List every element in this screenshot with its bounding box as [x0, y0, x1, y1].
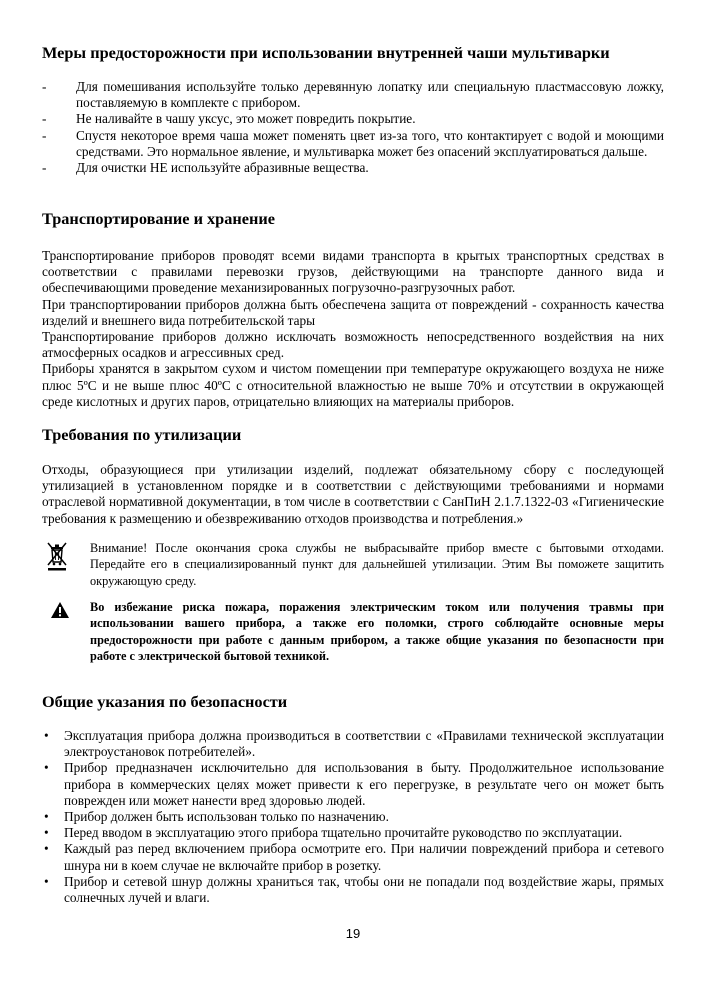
section-title-care: Меры предосторожности при использовании внутренней чаши мультиварки: [42, 43, 610, 62]
warning-triangle-icon: [50, 601, 70, 624]
bullet-marker: •: [44, 809, 49, 825]
list-item: - Не наливайте в чашу уксус, это может повредить покрытие.: [42, 111, 416, 127]
list-item: • Перед вводом в эксплуатацию этого прибора тщательно прочитайте руководство по эксплуатации.: [44, 825, 623, 841]
dash-marker: -: [42, 127, 47, 143]
disposal-text: [42, 462, 664, 527]
bullet-marker: •: [44, 873, 49, 889]
section-title-disposal: Требования по утилизации: [42, 425, 242, 444]
list-item: • Эксплуатация прибора должна производиться в соответствии с «Правилами технической эксплуатации электроустановок потребителей».: [44, 728, 664, 760]
paragraph: Приборы хранятся в закрытом сухом и чистом помещении при температуре окружающего воздуха не ниже плюс 5ºС и не выше плюс 40ºС с относительной влажностью не выше 70% и отсутствии в окружающей среде кислотных и других паров, отрицательно влияющих на материалы приборов.: [42, 361, 664, 409]
paragraph: Транспортирование приборов должно исключать возможность непосредственного воздействия на них атмосферных осадков и агрессивных сред.: [42, 329, 664, 361]
crossed-out-bin-icon: [42, 540, 72, 577]
dash-marker: -: [42, 79, 47, 94]
page-number: 19: [345, 926, 361, 941]
recycle-notice-text: Внимание! После окончания срока службы не выбрасывайте прибор вместе с бытовыми отходами. Передайте его в специализированный пункт для дальнейшей утилизации. Этим Вы поможете защитить окружающую среду.: [90, 541, 664, 588]
care-list: [42, 79, 664, 176]
paragraph: Транспортирование приборов проводят всеми видами транспорта в крытых транспортных средствах в соответствии с правилами перевозки грузов, действующими на транспорте данного вида и обеспечивающими проведение механизированных погрузочно-разгрузочных работ.: [42, 248, 664, 296]
list-item: - Для очистки НЕ используйте абразивные вещества.: [42, 160, 369, 176]
list-item: • Прибор предназначен исключительно для использования в быту. Продолжительное использование прибора в коммерческих целях может привести к его перегрузке, в результате чего он может быть поврежден или может нанести вред здоровью людей.: [44, 760, 664, 808]
bullet-marker: •: [44, 760, 49, 776]
list-item: - Спустя некоторое время чаша может поменять цвет из-за того, что контактирует с водой и моющими средствами. Это нормальное явление, и мультиварка может без опасений эксплуатироваться дальше.: [42, 127, 664, 159]
bullet-marker: •: [44, 825, 49, 841]
section-title-transport: Транспортирование и хранение: [42, 209, 275, 228]
paragraph: Отходы, образующиеся при утилизации изделий, подлежат обязательному сбору с последующей утилизацией в установленном порядке и в соответствии с действующими требованиями и нормами отраслевой нормативной документации, в том числе в соответствии с СанПиН 2.1.7.1322-03 «Гигиенические требования к размещению и обезвреживанию отходов производства и потребления.»: [42, 462, 664, 526]
dash-marker: -: [42, 111, 47, 127]
dash-marker: -: [42, 160, 47, 176]
section-title-safety: Общие указания по безопасности: [42, 692, 288, 711]
list-item: • Прибор и сетевой шнур должны храниться так, чтобы они не попадали под воздействие жары, прямых солнечных лучей и влаги.: [44, 873, 664, 906]
list-item: - Для помешивания используйте только деревянную лопатку или специальную пластмассовую ложку, поставляемую в комплекте с прибором.: [42, 79, 664, 111]
list-item: • Каждый раз перед включением прибора осмотрите его. При наличии повреждений прибора и сетевого шнура ни в коем случае не включайте прибор в розетку.: [44, 841, 664, 873]
safety-list: [42, 728, 664, 906]
list-item: • Прибор должен быть использован только по назначению.: [44, 809, 389, 825]
warning-notice-text: Во избежание риска пожара, поражения электрическим током или получения травмы при использовании вашего прибора, а также его поломки, строго соблюдайте основные меры предосторожности при работе с данным прибором, а также общие указания по безопасности при работе с электрической бытовой техникой.: [90, 600, 664, 663]
bullet-marker: •: [44, 841, 49, 857]
transport-text: [42, 248, 664, 410]
paragraph: При транспортировании приборов должна быть обеспечена защита от повреждений - сохранность качества изделий и внешнего вида потребительской тары: [42, 296, 664, 328]
bullet-marker: •: [44, 728, 49, 743]
